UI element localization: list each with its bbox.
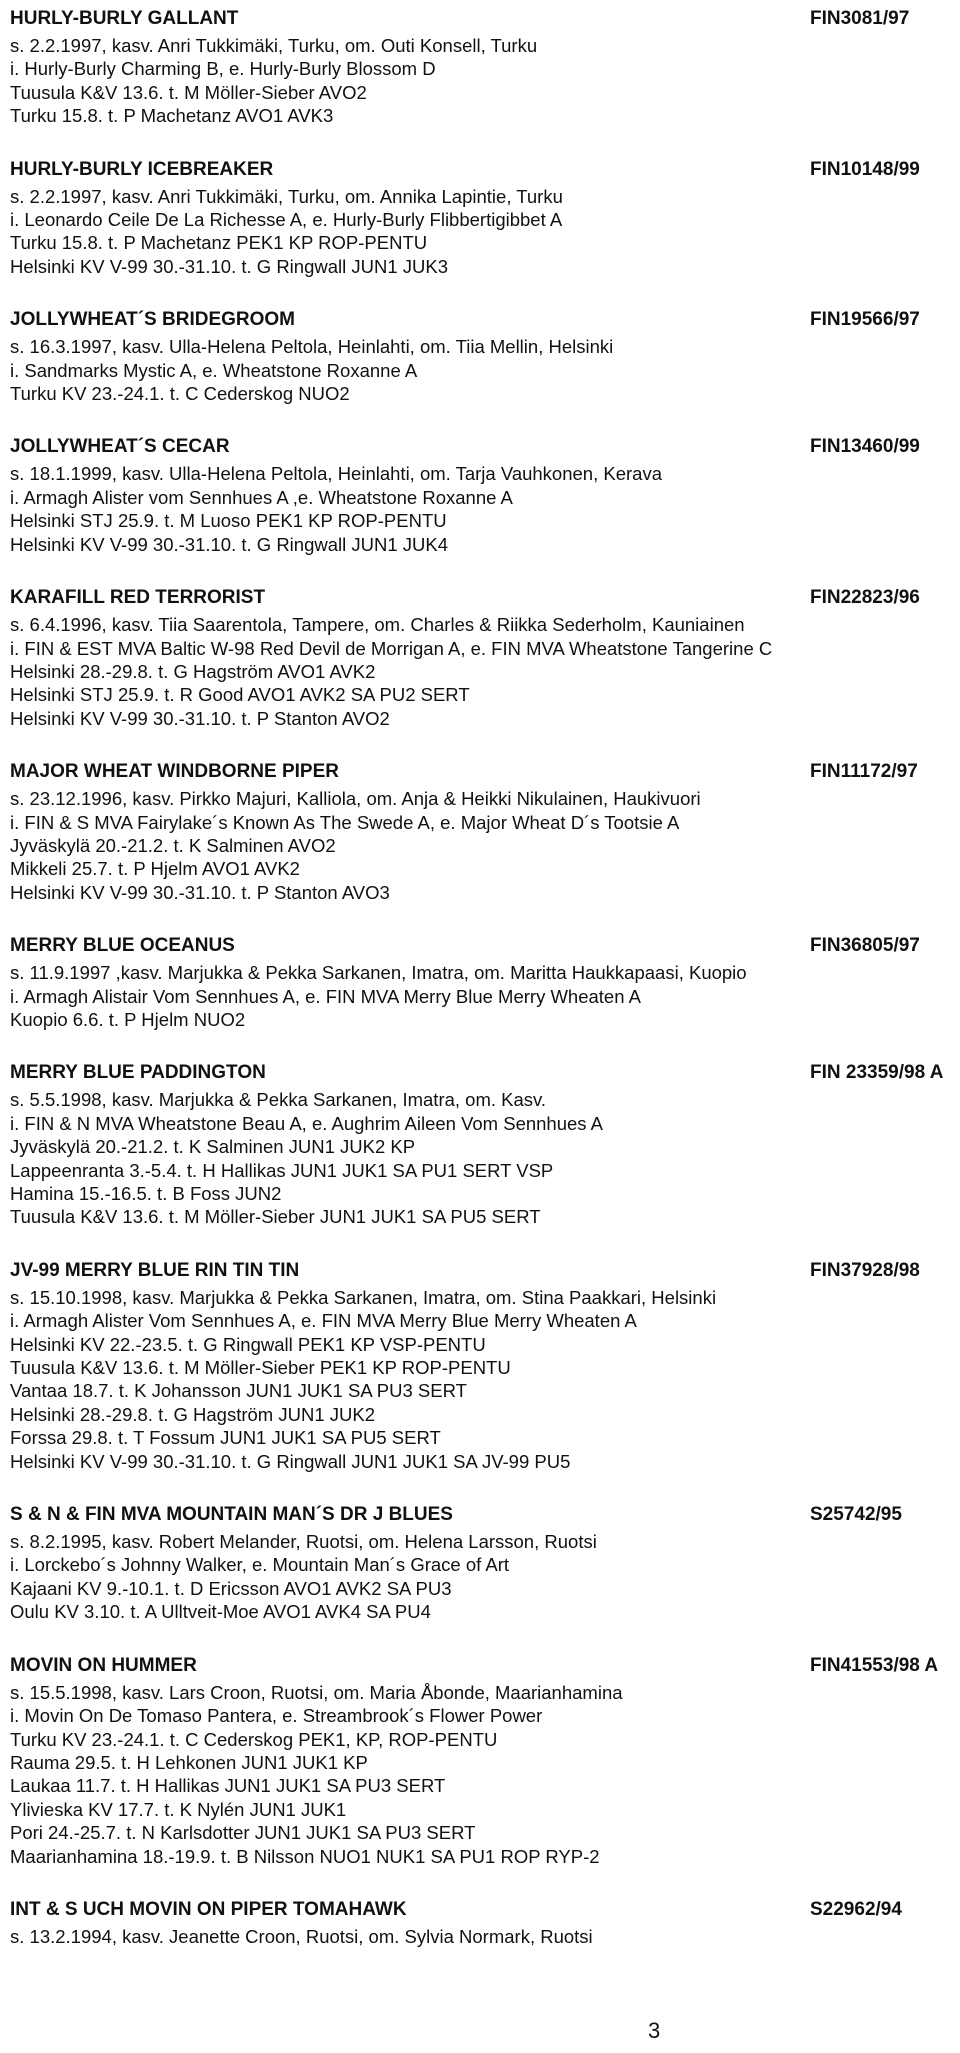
entry-detail-line: Helsinki KV V-99 30.-31.10. t. P Stanton AVO3 [10, 881, 390, 903]
registration-number: FIN22823/96 [810, 587, 920, 609]
dog-entry [10, 1651, 950, 1868]
entry-header [10, 305, 950, 335]
entry-detail-line: Jyväskylä 20.-21.2. t. K Salminen AVO2 [10, 834, 336, 856]
entry-detail-line: i. Movin On De Tomaso Pantera, e. Streambrook´s Flower Power [10, 1705, 543, 1727]
entry-header [10, 757, 950, 787]
document-page [10, 4, 950, 1975]
entry-detail-line: Helsinki STJ 25.9. t. M Luoso PEK1 KP ROP-PENTU [10, 510, 447, 532]
dog-name: MERRY BLUE PADDINGTON [10, 1062, 266, 1084]
dog-entry [10, 432, 950, 556]
entry-detail-line: Turku KV 23.-24.1. t. C Cederskog PEK1, KP, ROP-PENTU [10, 1728, 498, 1750]
entry-detail-line: s. 15.5.1998, kasv. Lars Croon, Ruotsi, om. Maria Åbonde, Maarianhamina [10, 1681, 623, 1703]
entry-detail-line: Hamina 15.-16.5. t. B Foss JUN2 [10, 1183, 282, 1204]
entry-detail-line: s. 16.3.1997, kasv. Ulla-Helena Peltola, Heinlahti, om. Tiia Mellin, Helsinki [10, 336, 614, 358]
entry-detail-line: Helsinki KV 22.-23.5. t. G Ringwall PEK1 KP VSP-PENTU [10, 1333, 486, 1355]
entry-detail-line: s. 13.2.1994, kasv. Jeanette Croon, Ruotsi, om. Sylvia Normark, Ruotsi [10, 1925, 593, 1947]
entry-header [10, 4, 950, 34]
registration-number: FIN37928/98 [810, 1259, 920, 1281]
registration-number: FIN19566/97 [810, 309, 920, 331]
registration-number: FIN13460/99 [810, 436, 920, 458]
entry-detail-line: s. 2.2.1997, kasv. Anri Tukkimäki, Turku, om. Outi Konsell, Turku [10, 35, 538, 56]
entry-detail-line: i. Sandmarks Mystic A, e. Wheatstone Roxanne A [10, 359, 418, 381]
entry-detail-line: Helsinki KV V-99 30.-31.10. t. G Ringwall JUN1 JUK1 SA JV-99 PU5 [10, 1450, 571, 1472]
registration-number: FIN3081/97 [810, 8, 910, 29]
entry-detail-line: Tuusula K&V 13.6. t. M Möller-Sieber JUN1 JUK1 SA PU5 SERT [10, 1206, 541, 1228]
entry-detail-line: s. 6.4.1996, kasv. Tiia Saarentola, Tampere, om. Charles & Riikka Sederholm, Kauniainen [10, 614, 745, 636]
page-number: 3 [648, 2018, 661, 2043]
entry-detail-line: s. 15.10.1998, kasv. Marjukka & Pekka Sarkanen, Imatra, om. Stina Paakkari, Helsinki [10, 1286, 717, 1308]
registration-number: FIN11172/97 [810, 761, 918, 783]
entry-header [10, 432, 950, 462]
registration-number: FIN10148/99 [810, 158, 920, 180]
entry-detail-line: i. FIN & EST MVA Baltic W-98 Red Devil de Morrigan A, e. FIN MVA Wheatstone Tangerine C [10, 637, 773, 659]
entry-detail-line: Tuusula K&V 13.6. t. M Möller-Sieber AVO2 [10, 81, 367, 103]
dog-name: S & N & FIN MVA MOUNTAIN MAN´S DR J BLUES [10, 1504, 453, 1526]
entry-detail-line: Turku 15.8. t. P Machetanz AVO1 AVK3 [10, 105, 334, 127]
entry-detail-line: s. 23.12.1996, kasv. Pirkko Majuri, Kalliola, om. Anja & Heikki Nikulainen, Haukivuori [10, 788, 701, 810]
entry-detail-line: s. 5.5.1998, kasv. Marjukka & Pekka Sarkanen, Imatra, om. Kasv. [10, 1089, 547, 1111]
dog-name: JV-99 MERRY BLUE RIN TIN TIN [10, 1259, 300, 1281]
entry-detail-line: i. Armagh Alister Vom Sennhues A, e. FIN MVA Merry Blue Merry Wheaten A [10, 1310, 637, 1332]
entry-detail-line: Lappeenranta 3.-5.4. t. H Hallikas JUN1 JUK1 SA PU1 SERT VSP [10, 1159, 554, 1181]
entry-header [10, 1500, 950, 1530]
entry-detail-line: i. Lorckebo´s Johnny Walker, e. Mountain Man´s Grace of Art [10, 1554, 510, 1576]
dog-entry [10, 1058, 950, 1228]
entry-detail-line: Jyväskylä 20.-21.2. t. K Salminen JUN1 JUK2 KP [10, 1136, 416, 1158]
registration-number: FIN36805/97 [810, 935, 920, 957]
entry-detail-line: Mikkeli 25.7. t. P Hjelm AVO1 AVK2 [10, 858, 300, 880]
entry-detail-line: Kuopio 6.6. t. P Hjelm NUO2 [10, 1008, 246, 1030]
dog-entry [10, 1500, 950, 1624]
dog-entry [10, 583, 950, 730]
entry-header [10, 931, 950, 961]
entry-detail-line: Oulu KV 3.10. t. A Ulltveit-Moe AVO1 AVK4 SA PU4 [10, 1601, 431, 1623]
entry-detail-line: Forssa 29.8. t. T Fossum JUN1 JUK1 SA PU5 SERT [10, 1427, 441, 1449]
dog-entry [10, 757, 950, 904]
entry-detail-line: Helsinki KV V-99 30.-31.10. t. P Stanton AVO2 [10, 707, 390, 729]
entry-detail-line: Turku 15.8. t. P Machetanz PEK1 KP ROP-PENTU [10, 232, 428, 254]
dog-name: MAJOR WHEAT WINDBORNE PIPER [10, 761, 339, 783]
entry-detail-line: Tuusula K&V 13.6. t. M Möller-Sieber PEK1 KP ROP-PENTU [10, 1357, 511, 1379]
dog-name: MOVIN ON HUMMER [10, 1654, 197, 1676]
dog-entry [10, 155, 950, 279]
dog-name: JOLLYWHEAT´S CECAR [10, 436, 230, 458]
dog-name: KARAFILL RED TERRORIST [10, 587, 266, 609]
entry-header [10, 1058, 950, 1088]
registration-number: S25742/95 [810, 1504, 902, 1526]
entry-detail-line: Vantaa 18.7. t. K Johansson JUN1 JUK1 SA PU3 SERT [10, 1380, 467, 1402]
dog-name: HURLY-BURLY GALLANT [10, 8, 239, 29]
entry-detail-line: Helsinki 28.-29.8. t. G Hagström JUN1 JUK2 [10, 1403, 375, 1425]
entry-detail-line: Laukaa 11.7. t. H Hallikas JUN1 JUK1 SA PU3 SERT [10, 1775, 446, 1797]
entry-header [10, 583, 950, 613]
registration-number: FIN 23359/98 A [810, 1062, 944, 1084]
entry-detail-line: i. Armagh Alister vom Sennhues A ,e. Wheatstone Roxanne A [10, 486, 513, 508]
entry-detail-line: s. 2.2.1997, kasv. Anri Tukkimäki, Turku, om. Annika Lapintie, Turku [10, 185, 563, 207]
entry-detail-line: i. Leonardo Ceile De La Richesse A, e. Hurly-Burly Flibbertigibbet A [10, 209, 563, 231]
entry-header [10, 1895, 950, 1925]
entry-detail-line: Pori 24.-25.7. t. N Karlsdotter JUN1 JUK1 SA PU3 SERT [10, 1822, 476, 1844]
entry-detail-line: i. Armagh Alistair Vom Sennhues A, e. FIN MVA Merry Blue Merry Wheaten A [10, 985, 641, 1007]
entry-detail-line: Maarianhamina 18.-19.9. t. B Nilsson NUO1 NUK1 SA PU1 ROP RYP-2 [10, 1845, 600, 1867]
entry-detail-line: Helsinki 28.-29.8. t. G Hagström AVO1 AVK2 [10, 660, 376, 682]
entry-header [10, 1651, 950, 1681]
dog-name: JOLLYWHEAT´S BRIDEGROOM [10, 309, 296, 331]
entry-detail-line: Helsinki KV V-99 30.-31.10. t. G Ringwall JUN1 JUK4 [10, 533, 449, 555]
entry-detail-line: Helsinki STJ 25.9. t. R Good AVO1 AVK2 SA PU2 SERT [10, 684, 470, 706]
dog-entry [10, 1895, 950, 1948]
dog-name: INT & S UCH MOVIN ON PIPER TOMAHAWK [10, 1898, 407, 1920]
entry-detail-line: Helsinki KV V-99 30.-31.10. t. G Ringwall JUN1 JUK3 [10, 255, 449, 277]
dog-entry [10, 1256, 950, 1473]
registration-number: FIN41553/98 A [810, 1654, 939, 1676]
entry-detail-line: Turku KV 23.-24.1. t. C Cederskog NUO2 [10, 383, 350, 405]
dog-entry [10, 305, 950, 405]
entry-header [10, 155, 950, 185]
entry-detail-line: s. 8.2.1995, kasv. Robert Melander, Ruotsi, om. Helena Larsson, Ruotsi [10, 1531, 597, 1553]
entry-detail-line: i. Hurly-Burly Charming B, e. Hurly-Burly Blossom D [10, 58, 436, 80]
entry-detail-line: Ylivieska KV 17.7. t. K Nylén JUN1 JUK1 [10, 1798, 347, 1820]
entry-detail-line: s. 18.1.1999, kasv. Ulla-Helena Peltola, Heinlahti, om. Tarja Vauhkonen, Kerava [10, 463, 662, 485]
entry-header [10, 1256, 950, 1286]
entry-detail-line: Kajaani KV 9.-10.1. t. D Ericsson AVO1 AVK2 SA PU3 [10, 1577, 452, 1599]
dog-name: HURLY-BURLY ICEBREAKER [10, 158, 274, 180]
registration-number: S22962/94 [810, 1898, 902, 1920]
dog-entry [10, 4, 950, 128]
dog-entry [10, 931, 950, 1031]
entry-detail-line: Rauma 29.5. t. H Lehkonen JUN1 JUK1 KP [10, 1751, 368, 1773]
dog-name: MERRY BLUE OCEANUS [10, 935, 235, 957]
entry-detail-line: i. FIN & N MVA Wheatstone Beau A, e. Aughrim Aileen Vom Sennhues A [10, 1112, 604, 1134]
entry-detail-line: s. 11.9.1997 ,kasv. Marjukka & Pekka Sarkanen, Imatra, om. Maritta Haukkapaasi, Kuopio [10, 962, 747, 984]
entry-detail-line: i. FIN & S MVA Fairylake´s Known As The Swede A, e. Major Wheat D´s Tootsie A [10, 811, 680, 833]
